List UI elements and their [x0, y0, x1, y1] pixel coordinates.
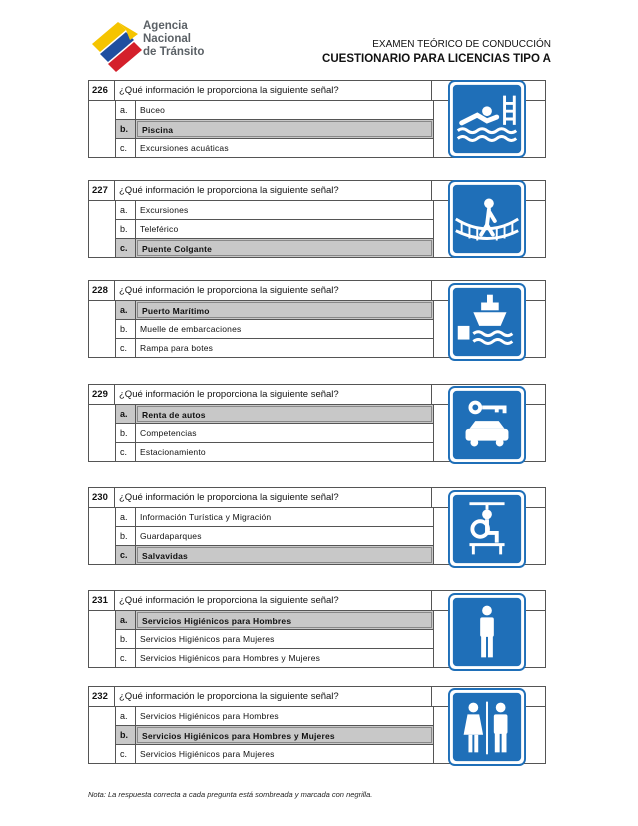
question-text: ¿Qué información le proporciona la siguiente señal? — [115, 181, 432, 200]
answer-option-correct — [116, 546, 433, 564]
questionnaire-title: CUESTIONARIO PARA LICENCIAS TIPO A — [322, 53, 551, 65]
answer-option-correct — [116, 726, 433, 745]
answer-option — [116, 139, 433, 157]
answer-option — [116, 339, 433, 357]
lifeguard-sign — [448, 490, 526, 568]
option-letter: c. — [116, 339, 136, 357]
answer-option — [116, 649, 433, 667]
option-text: Teleférico — [140, 224, 179, 234]
option-text: Competencias — [140, 428, 197, 438]
footer-note: Nota: La respuesta correcta a cada pregunta está sombreada y marcada con negrilla. — [88, 790, 373, 799]
answer-option — [116, 201, 433, 220]
option-letter: b. — [116, 527, 136, 545]
option-text: Servicios Higiénicos para Mujeres — [140, 749, 275, 759]
option-letter: a. — [116, 707, 136, 725]
option-letter: a. — [116, 201, 136, 219]
answer-option-correct — [116, 120, 433, 139]
answer-option — [116, 320, 433, 339]
option-text: Renta de autos — [137, 406, 432, 422]
answer-option — [116, 443, 433, 461]
question-text: ¿Qué información le proporciona la siguiente señal? — [115, 488, 432, 507]
option-text: Servicios Higiénicos para Hombres y Mujeres — [137, 727, 432, 743]
option-text: Salvavidas — [137, 547, 432, 563]
option-text: Piscina — [137, 121, 432, 137]
option-letter: b. — [116, 320, 136, 338]
exam-title: EXAMEN TEÓRICO DE CONDUCCIÓN — [372, 39, 551, 50]
question-text: ¿Qué información le proporciona la siguiente señal? — [115, 281, 432, 300]
option-text: Servicios Higiénicos para Hombres — [140, 711, 279, 721]
answer-option — [116, 220, 433, 239]
seaport-sign — [448, 283, 526, 361]
suspension-bridge-sign — [448, 180, 526, 258]
option-text: Puerto Marítimo — [137, 302, 432, 318]
answer-option-correct — [116, 405, 433, 424]
option-letter: c. — [116, 239, 136, 257]
option-text: Puente Colgante — [137, 240, 432, 256]
option-letter: b. — [116, 120, 136, 138]
answer-option — [116, 745, 433, 763]
question-text: ¿Qué información le proporciona la siguiente señal? — [115, 81, 432, 100]
option-letter: a. — [116, 611, 136, 629]
answer-option — [116, 630, 433, 649]
option-letter: c. — [116, 443, 136, 461]
car-rental-sign — [448, 386, 526, 464]
swimming-pool-sign — [448, 80, 526, 158]
option-letter: a. — [116, 508, 136, 526]
answer-option-correct — [116, 239, 433, 257]
option-text: Muelle de embarcaciones — [140, 324, 242, 334]
option-text: Excursiones acuáticas — [140, 143, 229, 153]
question-text: ¿Qué información le proporciona la siguiente señal? — [115, 687, 432, 706]
question-text: ¿Qué información le proporciona la siguiente señal? — [115, 385, 432, 404]
answer-option — [116, 707, 433, 726]
option-letter: b. — [116, 726, 136, 744]
unisex-restroom-sign — [448, 688, 526, 766]
agency-name: Agencia Nacional de Tránsito — [143, 20, 205, 58]
option-letter: c. — [116, 546, 136, 564]
option-letter: a. — [116, 301, 136, 319]
answer-option — [116, 508, 433, 527]
option-letter: b. — [116, 220, 136, 238]
option-letter: b. — [116, 424, 136, 442]
question-number: 227 — [89, 181, 115, 200]
question-text: ¿Qué información le proporciona la siguiente señal? — [115, 591, 432, 610]
question-number: 228 — [89, 281, 115, 300]
option-text: Guardaparques — [140, 531, 202, 541]
option-text: Información Turística y Migración — [140, 512, 272, 522]
option-text: Rampa para botes — [140, 343, 214, 353]
option-letter: c. — [116, 745, 136, 763]
question-number: 229 — [89, 385, 115, 404]
question-number: 231 — [89, 591, 115, 610]
answer-option — [116, 527, 433, 546]
option-letter: a. — [116, 101, 136, 119]
option-letter: a. — [116, 405, 136, 423]
question-number: 230 — [89, 488, 115, 507]
option-text: Estacionamiento — [140, 447, 206, 457]
question-number: 226 — [89, 81, 115, 100]
option-letter: c. — [116, 649, 136, 667]
option-text: Servicios Higiénicos para Mujeres — [140, 634, 275, 644]
option-text: Servicios Higiénicos para Hombres — [137, 612, 432, 628]
mens-restroom-sign — [448, 593, 526, 671]
option-letter: c. — [116, 139, 136, 157]
answer-option — [116, 101, 433, 120]
answer-option-correct — [116, 611, 433, 630]
question-number: 232 — [89, 687, 115, 706]
option-text: Servicios Higiénicos para Hombres y Mujeres — [140, 653, 321, 663]
option-text: Buceo — [140, 105, 166, 115]
option-text: Excursiones — [140, 205, 189, 215]
option-letter: b. — [116, 630, 136, 648]
answer-option — [116, 424, 433, 443]
answer-option-correct — [116, 301, 433, 320]
